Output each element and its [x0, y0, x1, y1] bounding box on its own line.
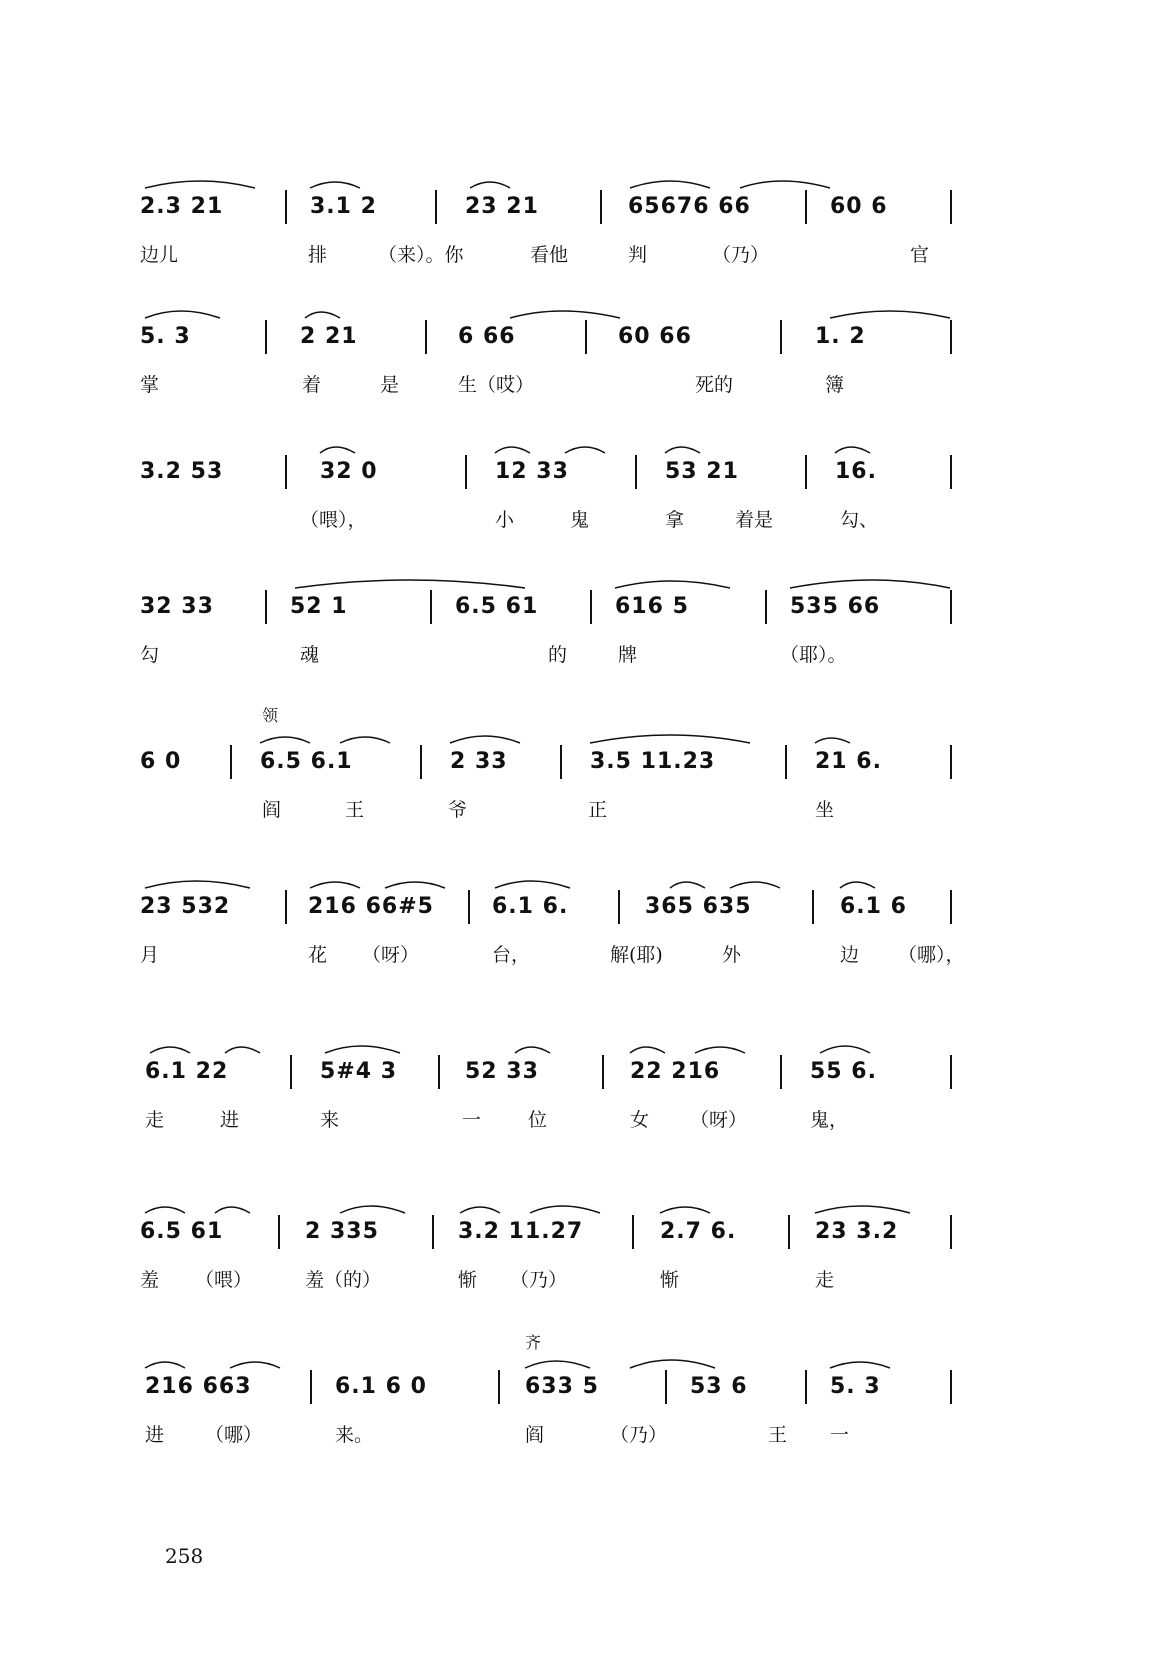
barline — [278, 1215, 280, 1249]
lyric: （乃） — [610, 1424, 668, 1446]
measure: 6 66 — [458, 324, 516, 349]
measure: 12 33 — [495, 459, 569, 484]
barline — [285, 190, 287, 224]
barline — [950, 1370, 952, 1404]
lyric: 月 — [140, 944, 160, 966]
barline — [430, 590, 432, 624]
lyric: 边 — [840, 944, 860, 966]
barline — [590, 590, 592, 624]
music-line — [140, 745, 1020, 785]
barline — [435, 190, 437, 224]
barline — [285, 455, 287, 489]
measure: 2 21 — [300, 324, 358, 349]
lyric: 官 — [910, 244, 930, 266]
lyric: 排 — [308, 244, 328, 266]
lyric: 来。 — [335, 1424, 374, 1446]
barline — [425, 320, 427, 354]
slur-marks — [140, 1039, 1020, 1059]
slur-marks — [140, 174, 1020, 194]
measure: 6.1 22 — [145, 1059, 229, 1084]
lyric-line — [140, 370, 1020, 400]
music-line — [140, 1055, 1020, 1095]
measure: 6.5 61 — [140, 1219, 224, 1244]
barline — [950, 590, 952, 624]
lyric-line — [140, 240, 1020, 270]
lyric: 判 — [628, 244, 648, 266]
barline — [560, 745, 562, 779]
lyric: 惭 — [660, 1269, 680, 1291]
measure: 52 33 — [465, 1059, 539, 1084]
barline — [618, 890, 620, 924]
lyric-line — [140, 640, 1020, 670]
measure: 216 66#5 — [308, 894, 434, 919]
measure: 53 6 — [690, 1374, 748, 1399]
lyric: 簿 — [825, 374, 845, 396]
lyric: （耶）。 — [780, 644, 847, 666]
slur-marks — [140, 439, 1020, 459]
lyric: 阎 — [262, 799, 282, 821]
measure: 55 6. — [810, 1059, 877, 1084]
measure: 23 21 — [465, 194, 539, 219]
barline — [310, 1370, 312, 1404]
barline — [635, 455, 637, 489]
slur-marks — [140, 1199, 1020, 1219]
barline — [765, 590, 767, 624]
barline — [805, 190, 807, 224]
lyric: 看他 — [530, 244, 569, 266]
measure: 3.2 53 — [140, 459, 224, 484]
measure: 6.1 6 0 — [335, 1374, 427, 1399]
lyric: （乃） — [712, 244, 770, 266]
lyric-line — [140, 795, 1020, 825]
lyric: （来）。你 — [378, 244, 464, 266]
music-line — [140, 1370, 1020, 1410]
measure: 6.1 6 — [840, 894, 907, 919]
lyric: 羞 — [140, 1269, 160, 1291]
measure: 32 33 — [140, 594, 214, 619]
measure: 3.2 11.27 — [458, 1219, 584, 1244]
measure: 3.5 11.23 — [590, 749, 716, 774]
lyric: 掌 — [140, 374, 160, 396]
barline — [420, 745, 422, 779]
measure: 53 21 — [665, 459, 739, 484]
measure: 23 3.2 — [815, 1219, 899, 1244]
barline — [285, 890, 287, 924]
lyric: （呀） — [690, 1109, 748, 1131]
lyric: （哪）， — [898, 944, 965, 966]
barline — [432, 1215, 434, 1249]
lyric: 花 — [308, 944, 328, 966]
lyric: 羞（的） — [305, 1269, 382, 1291]
lyric: （哪） — [205, 1424, 263, 1446]
measure: 6 0 — [140, 749, 182, 774]
lyric: 阎 — [525, 1424, 545, 1446]
barline — [602, 1055, 604, 1089]
measure: 5. 3 — [140, 324, 191, 349]
measure: 633 5 — [525, 1374, 599, 1399]
lyric: 牌 — [618, 644, 638, 666]
lyric-line — [140, 505, 1020, 535]
barline — [265, 320, 267, 354]
measure: 32 0 — [320, 459, 378, 484]
lyric: （乃） — [510, 1269, 568, 1291]
measure: 2.3 21 — [140, 194, 224, 219]
barline — [805, 1370, 807, 1404]
measure: 3.1 2 — [310, 194, 377, 219]
lyric-line — [140, 1265, 1020, 1295]
measure: 365 635 — [645, 894, 752, 919]
measure: 60 66 — [618, 324, 692, 349]
lyric: 魂 — [300, 644, 320, 666]
music-line — [140, 590, 1020, 630]
barline — [498, 1370, 500, 1404]
lyric: 勾 — [140, 644, 160, 666]
barline — [950, 455, 952, 489]
barline — [805, 455, 807, 489]
barline — [230, 745, 232, 779]
lyric: 进 — [220, 1109, 240, 1131]
lyric: 正 — [588, 799, 608, 821]
barline — [950, 890, 952, 924]
section-mark: 齐 — [525, 1333, 542, 1352]
barline — [812, 890, 814, 924]
lyric-line — [140, 1420, 1020, 1450]
measure: 16. — [835, 459, 877, 484]
barline — [950, 1215, 952, 1249]
barline — [950, 745, 952, 779]
music-line — [140, 455, 1020, 495]
lyric: 外 — [722, 944, 742, 966]
barline — [600, 190, 602, 224]
lyric: 是 — [380, 374, 400, 396]
lyric: 鬼， — [810, 1109, 849, 1131]
measure: 6.5 6.1 — [260, 749, 353, 774]
lyric: 的 — [548, 644, 568, 666]
lyric: 王 — [345, 799, 365, 821]
lyric: 生（哎） — [458, 374, 535, 396]
barline — [780, 320, 782, 354]
measure: 21 6. — [815, 749, 882, 774]
lyric: 解(耶) — [610, 944, 663, 966]
measure: 60 6 — [830, 194, 888, 219]
measure: 2 335 — [305, 1219, 379, 1244]
barline — [465, 455, 467, 489]
music-line — [140, 1215, 1020, 1255]
slur-marks — [140, 729, 1020, 749]
barline — [788, 1215, 790, 1249]
lyric: 来 — [320, 1109, 340, 1131]
barline — [290, 1055, 292, 1089]
lyric: 边儿 — [140, 244, 179, 266]
page-number: 258 — [165, 1544, 204, 1568]
lyric: 着是 — [735, 509, 774, 531]
lyric: 一 — [830, 1424, 850, 1446]
barline — [585, 320, 587, 354]
lyric: 位 — [528, 1109, 548, 1131]
lyric: 一 — [462, 1109, 482, 1131]
measure: 6.1 6. — [492, 894, 569, 919]
lyric: 勾、 — [840, 509, 879, 531]
section-mark: 领 — [262, 706, 279, 725]
lyric: 坐 — [815, 799, 835, 821]
lyric: 爷 — [448, 799, 468, 821]
barline — [785, 745, 787, 779]
lyric-line — [140, 940, 1020, 970]
music-line — [140, 890, 1020, 930]
barline — [665, 1370, 667, 1404]
measure: 65676 66 — [628, 194, 751, 219]
music-line — [140, 190, 1020, 230]
barline — [632, 1215, 634, 1249]
measure: 5. 3 — [830, 1374, 881, 1399]
lyric: 走 — [145, 1109, 165, 1131]
barline — [950, 1055, 952, 1089]
slur-marks — [140, 1354, 1020, 1374]
slur-marks — [140, 874, 1020, 894]
lyric: 王 — [768, 1424, 788, 1446]
lyric: 惭 — [458, 1269, 478, 1291]
measure: 2.7 6. — [660, 1219, 737, 1244]
barline — [780, 1055, 782, 1089]
barline — [950, 320, 952, 354]
lyric: 进 — [145, 1424, 165, 1446]
barline — [950, 190, 952, 224]
measure: 52 1 — [290, 594, 348, 619]
measure: 2 33 — [450, 749, 508, 774]
lyric: 鬼 — [570, 509, 590, 531]
barline — [438, 1055, 440, 1089]
music-line — [140, 320, 1020, 360]
lyric: （喂） — [195, 1269, 253, 1291]
barline — [468, 890, 470, 924]
lyric: 着 — [302, 374, 322, 396]
lyric: 死的 — [695, 374, 734, 396]
measure: 22 216 — [630, 1059, 721, 1084]
lyric: 女 — [630, 1109, 650, 1131]
lyric: （喂）， — [300, 509, 367, 531]
measure: 5#4 3 — [320, 1059, 398, 1084]
lyric: 走 — [815, 1269, 835, 1291]
measure: 535 66 — [790, 594, 881, 619]
slur-marks — [140, 304, 1020, 324]
lyric-line — [140, 1105, 1020, 1135]
barline — [265, 590, 267, 624]
measure: 216 663 — [145, 1374, 252, 1399]
lyric: （呀） — [362, 944, 420, 966]
measure: 6.5 61 — [455, 594, 539, 619]
lyric: 拿 — [665, 509, 685, 531]
lyric: 小 — [495, 509, 515, 531]
lyric: 台， — [492, 944, 531, 966]
measure: 23 532 — [140, 894, 231, 919]
measure: 616 5 — [615, 594, 689, 619]
slur-marks — [140, 574, 1020, 594]
measure: 1. 2 — [815, 324, 866, 349]
